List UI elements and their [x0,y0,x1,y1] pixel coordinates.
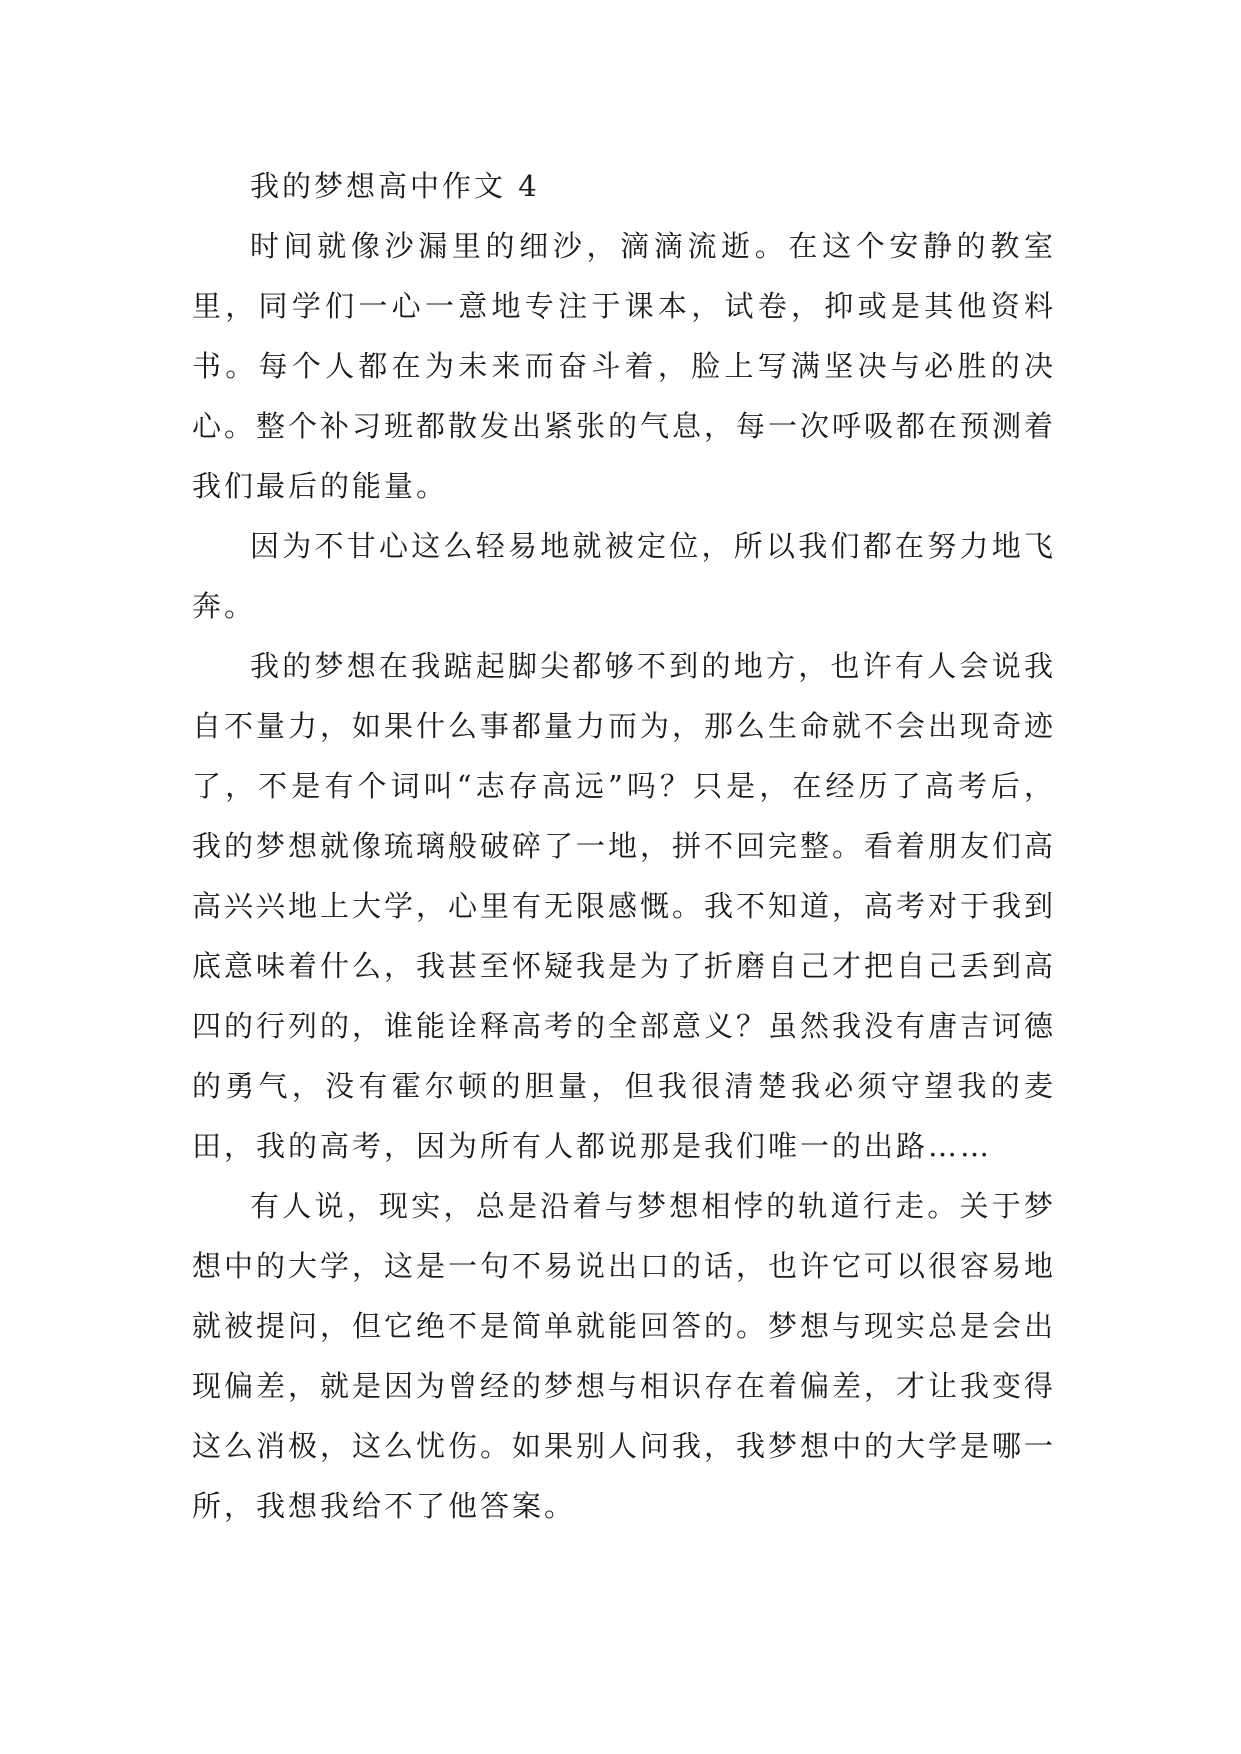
document-title: 我的梦想高中作文 4 [250,169,540,203]
document-body [192,156,1056,1536]
paragraph: 因为不甘心这么轻易地就被定位，所以我们都在努力地飞奔。 [192,529,1056,623]
paragraph: 有人说，现实，总是沿着与梦想相悖的轨道行走。关于梦想中的大学，这是一句不易说出口的话，也许它可以很容易地就被提问，但它绝不是简单就能回答的。梦想与现实总是会出现偏差，就是因为曾经的梦想与相识存在着偏差，才让我变得这么消极，这么忧伤。如果别人问我，我梦想中的大学是哪一所，我想我给不了他答案。 [192,1189,1057,1523]
paragraph: 时间就像沙漏里的细沙，滴滴流逝。在这个安静的教室里，同学们一心一意地专注于课本，试卷，抑或是其他资料书。每个人都在为未来而奋斗着，脸上写满坚决与必胜的决心。整个补习班都散发出紧张的气息，每一次呼吸都在预测着我们最后的能量。 [192,229,1057,503]
paragraph: 我的梦想在我踮起脚尖都够不到的地方，也许有人会说我自不量力，如果什么事都量力而为，那么生命就不会出现奇迹了，不是有个词叫“志存高远”吗？只是，在经历了高考后，我的梦想就像琉璃般破碎了一地，拼不回完整。看着朋友们高高兴兴地上大学，心里有无限感慨。我不知道，高考对于我到底意味着什么，我甚至怀疑我是为了折磨自己才把自己丢到高四的行列的，谁能诠释高考的全部意义？虽然我没有唐吉诃德的勇气，没有霍尔顿的胆量，但我很清楚我必须守望我的麦田，我的高考，因为所有人都说那是我们唯一的出路…… [192,649,1057,1163]
